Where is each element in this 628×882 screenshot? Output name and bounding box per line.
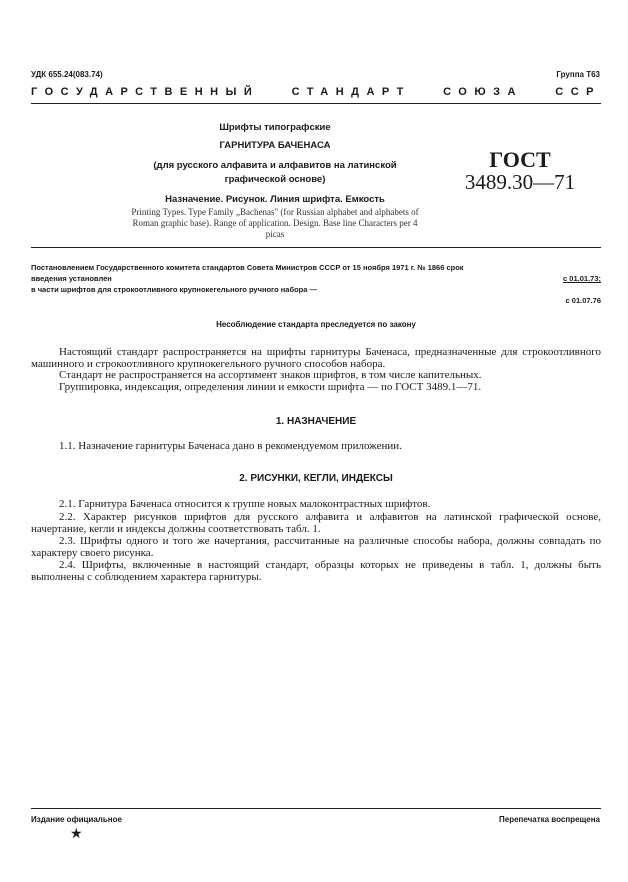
decree-line-2 (31, 273, 601, 284)
group-code: Группа Т63 (556, 70, 600, 79)
decree-line-2-text: введения установлен (31, 274, 112, 283)
decree-line-3 (31, 284, 601, 295)
decree-line-1 (31, 262, 601, 273)
title-line-4: Назначение. Рисунок. Линия шрифта. Емкость (165, 194, 385, 205)
title-line-1: Шрифты типографские (219, 122, 331, 133)
decree-line-1-text: Постановлением Государственного комитета стандартов Совета Министров СССР от 15 ноября 1971 г. № 1866 срок (31, 263, 464, 272)
title-block (125, 121, 425, 207)
state-word-3: СОЮЗА (443, 86, 523, 98)
legal-notice: Несоблюдение стандарта преследуется по закону (216, 320, 416, 329)
section-1-heading: 1. НАЗНАЧЕНИЕ (275, 416, 357, 427)
intro-paragraph-2: Стандарт не распространяется на ассортимент знаков шрифтов, в том числе капительных. (59, 369, 482, 381)
section-2-heading: 2. РИСУНКИ, КЕГЛИ, ИНДЕКСЫ (239, 473, 393, 484)
top-rule (31, 103, 601, 104)
section-2-paragraph-1: 2.1. Гарнитура Баченаса относится к группе новых малоконтрастных шрифтов. (59, 498, 431, 510)
section-2-paragraph-2: 2.2. Характер рисунков шрифтов для русского алфавита и алфавитов на латинской графической основе, начертание, кегли и индексы должны соответствовать табл. 1. (31, 511, 601, 535)
decree-line-4 (31, 295, 601, 306)
header-rule (31, 247, 601, 248)
section-2-paragraph-3: 2.3. Шрифты одного и того же начертания, рассчитанные на различные способы набора, должны совпадать по характеру своего рисунка. (31, 535, 601, 559)
state-word-2: СТАНДАРТ (291, 86, 411, 98)
intro-paragraph-1: Настоящий стандарт распространяется на шрифты гарнитуры Баченаса, предназначенные для строкоотливного машинного и строкоотливного крупнокегельного ручного способов набора. (31, 346, 601, 370)
star-icon: ★ (70, 827, 83, 842)
decree-date-1: с 01.01.73; (563, 274, 601, 283)
state-word-4: ССР (555, 86, 601, 98)
decree-line-3-text: в части шрифтов для строкоотливного крупнокегельного ручного набора — (31, 285, 318, 294)
decree-date-2: с 01.07.76 (565, 296, 601, 305)
section-2-paragraph-4: 2.4. Шрифты, включенные в настоящий стандарт, образцы которых не приведены в табл. 1, должны быть выполнены с соблюдением характера гарнитуры. (31, 559, 601, 583)
state-standard-banner (31, 86, 601, 98)
udk-code: УДК 655.24(083.74) (31, 70, 103, 79)
intro-paragraph-3: Группировка, индексация, определения линии и емкости шрифта — по ГОСТ 3489.1—71. (59, 381, 482, 393)
state-word-1: ГОСУДАРСТВЕННЫЙ (31, 86, 260, 98)
title-line-3: (для русского алфавита и алфавитов на латинской графической основе) (153, 160, 397, 185)
decree-block (31, 262, 601, 306)
title-line-2: ГАРНИТУРА БАЧЕНАСА (219, 140, 331, 151)
section-1-paragraph-1: 1.1. Назначение гарнитуры Баченаса дано в рекомендуемом приложении. (59, 440, 402, 452)
gost-label: ГОСТ (489, 147, 551, 172)
footer-rule (31, 808, 601, 809)
footer-official-edition: Издание официальное (31, 815, 122, 824)
footer-reprint-prohibited: Перепечатка воспрещена (499, 815, 600, 824)
gost-number: 3489.30—71 (464, 170, 576, 194)
english-title: Printing Types. Type Family „Bachenas" (for Russian alphabet and alphabets of Roman graphic base). Range of application. Design. Base line Characters per 4 picas (131, 207, 419, 239)
